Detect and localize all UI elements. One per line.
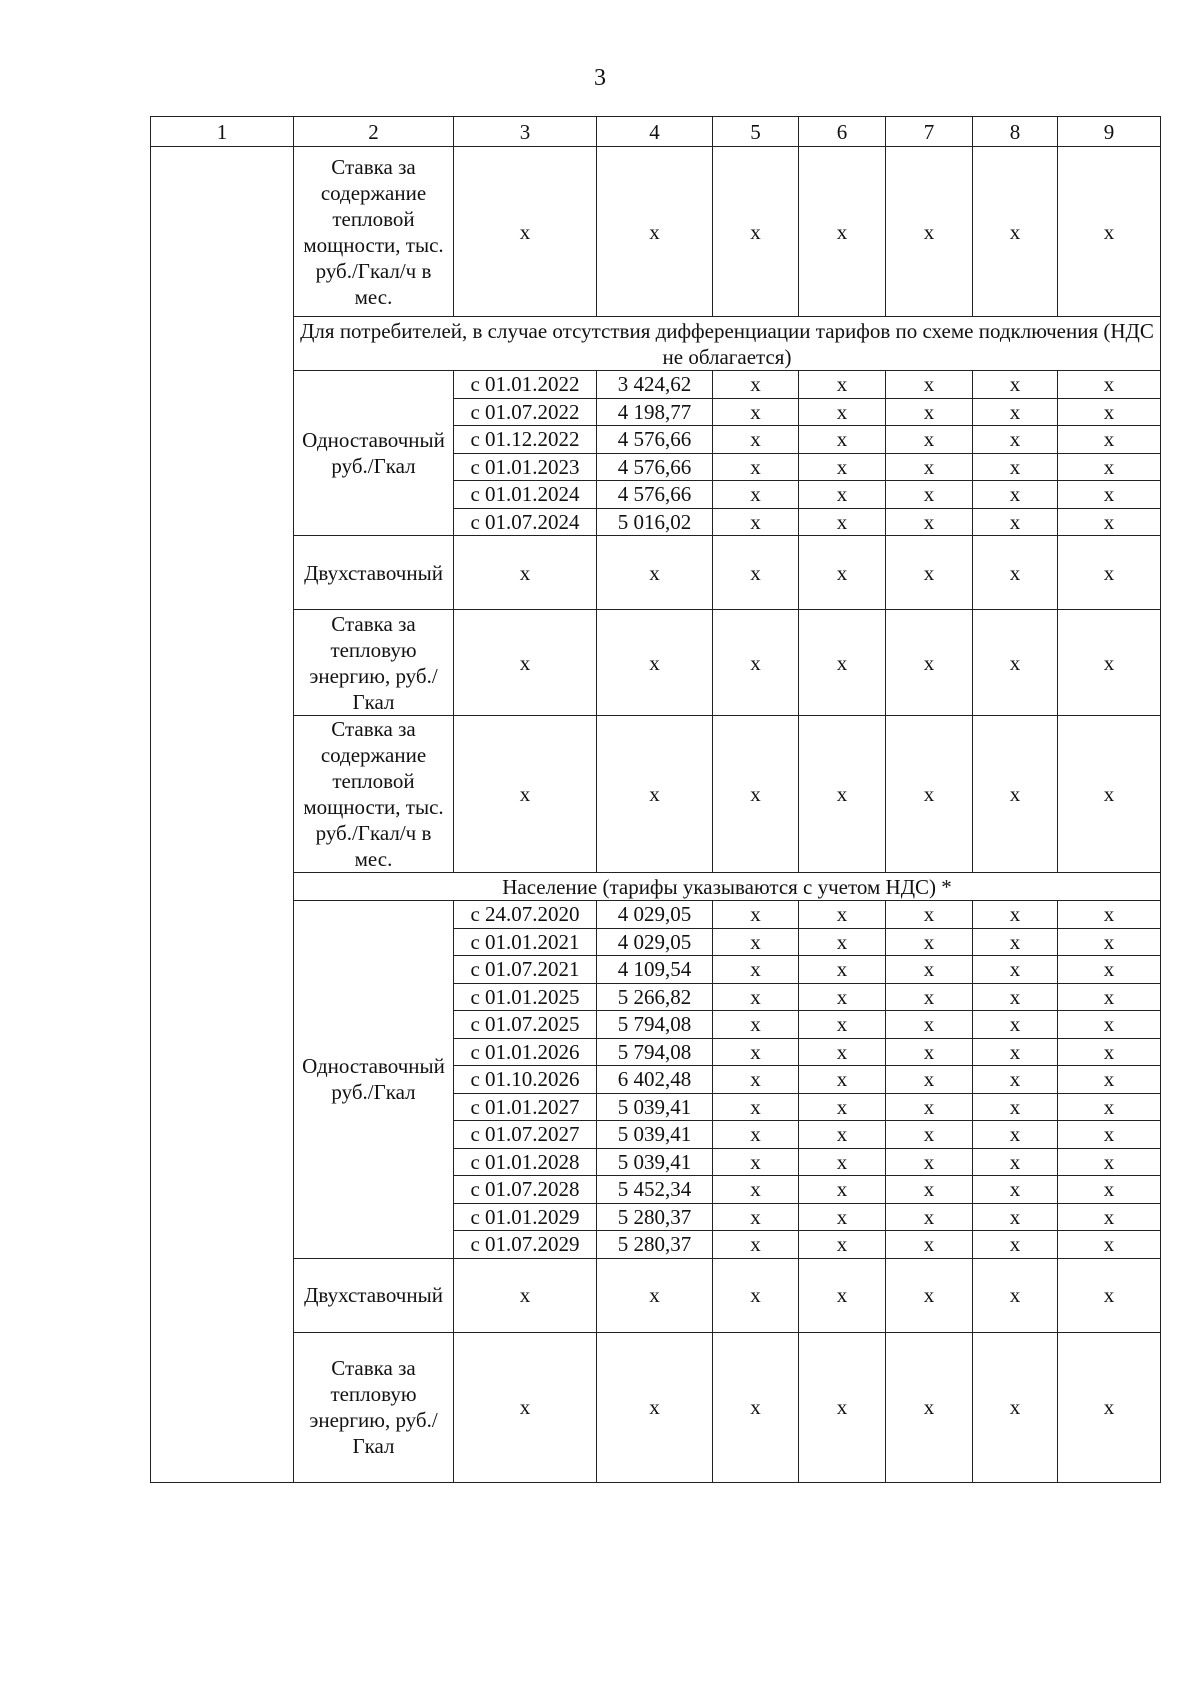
x-cell: х	[713, 508, 799, 536]
header-cell-6: 6	[799, 117, 886, 147]
x-cell: х	[713, 536, 799, 610]
x-cell: х	[799, 1066, 886, 1094]
x-cell: х	[973, 1258, 1058, 1332]
x-cell: х	[799, 901, 886, 929]
x-cell: х	[713, 1148, 799, 1176]
label-cell: Ставка за содержание тепловой мощности, тыс. руб./Гкал/ч в мес.	[294, 716, 454, 873]
date-cell: с 01.01.2021	[454, 928, 597, 956]
x-cell: х	[973, 1093, 1058, 1121]
date-cell: с 01.01.2022	[454, 371, 597, 399]
x-cell: х	[886, 398, 973, 426]
x-cell: х	[886, 928, 973, 956]
x-cell: х	[1058, 956, 1161, 984]
x-cell: х	[886, 983, 973, 1011]
x-cell: х	[713, 147, 799, 317]
label-cell: Одноставочный руб./Гкал	[294, 371, 454, 536]
x-cell: х	[886, 956, 973, 984]
x-cell: х	[973, 508, 1058, 536]
header-cell-9: 9	[1058, 117, 1161, 147]
date-cell: с 01.10.2026	[454, 1066, 597, 1094]
value-cell: 5 039,41	[597, 1093, 713, 1121]
x-cell: х	[1058, 928, 1161, 956]
x-cell: х	[1058, 1011, 1161, 1039]
value-cell: 4 029,05	[597, 928, 713, 956]
x-cell: х	[713, 426, 799, 454]
x-cell: х	[799, 1121, 886, 1149]
date-cell: с 01.07.2028	[454, 1176, 597, 1204]
x-cell: х	[886, 1176, 973, 1204]
table-row	[151, 317, 1161, 371]
x-cell: х	[597, 1258, 713, 1332]
x-cell: х	[713, 1038, 799, 1066]
x-cell: х	[1058, 983, 1161, 1011]
x-cell: х	[1058, 1121, 1161, 1149]
date-cell: с 01.01.2023	[454, 453, 597, 481]
x-cell: х	[973, 536, 1058, 610]
table-row	[151, 536, 1161, 610]
x-cell: х	[799, 1093, 886, 1121]
x-cell: х	[886, 481, 973, 509]
x-cell: х	[1058, 1176, 1161, 1204]
x-cell: х	[799, 1332, 886, 1482]
x-cell: х	[973, 481, 1058, 509]
table-row	[151, 147, 1161, 317]
x-cell: х	[799, 1176, 886, 1204]
date-cell: с 01.01.2028	[454, 1148, 597, 1176]
value-cell: 5 280,37	[597, 1203, 713, 1231]
x-cell: х	[713, 928, 799, 956]
x-cell: х	[973, 1231, 1058, 1259]
section-title: Население (тарифы указываются с учетом НДС) *	[294, 873, 1161, 901]
x-cell: х	[886, 1066, 973, 1094]
table-row	[151, 117, 1161, 147]
x-cell: х	[713, 398, 799, 426]
x-cell: х	[886, 426, 973, 454]
x-cell: х	[886, 1121, 973, 1149]
x-cell: х	[973, 453, 1058, 481]
x-cell: х	[713, 1332, 799, 1482]
x-cell: х	[799, 1231, 886, 1259]
date-cell: с 01.07.2029	[454, 1231, 597, 1259]
x-cell: х	[1058, 398, 1161, 426]
label-cell: Двухставочный	[294, 536, 454, 610]
x-cell: х	[973, 956, 1058, 984]
x-cell: х	[1058, 1203, 1161, 1231]
x-cell: х	[799, 1148, 886, 1176]
x-cell: х	[1058, 508, 1161, 536]
x-cell: х	[1058, 1258, 1161, 1332]
table-row	[151, 901, 1161, 929]
date-cell: с 01.01.2025	[454, 983, 597, 1011]
x-cell: х	[454, 716, 597, 873]
x-cell: х	[713, 1066, 799, 1094]
section-title: Для потребителей, в случае отсутствия дифференциации тарифов по схеме подключения (НДС не облагается)	[294, 317, 1161, 371]
x-cell: х	[799, 1258, 886, 1332]
x-cell: х	[973, 928, 1058, 956]
table-row	[151, 716, 1161, 873]
date-cell: с 01.07.2022	[454, 398, 597, 426]
x-cell: х	[799, 928, 886, 956]
x-cell: х	[597, 1332, 713, 1482]
x-cell: х	[799, 1038, 886, 1066]
x-cell: х	[886, 1332, 973, 1482]
header-cell-4: 4	[597, 117, 713, 147]
date-cell: с 01.01.2029	[454, 1203, 597, 1231]
x-cell: х	[973, 1176, 1058, 1204]
value-cell: 5 039,41	[597, 1121, 713, 1149]
x-cell: х	[799, 481, 886, 509]
label-cell: Одноставочный руб./Гкал	[294, 901, 454, 1259]
date-cell: с 01.01.2024	[454, 481, 597, 509]
table-row	[151, 371, 1161, 399]
header-cell-2: 2	[294, 117, 454, 147]
value-cell: 5 039,41	[597, 1148, 713, 1176]
x-cell: х	[886, 1203, 973, 1231]
x-cell: х	[973, 1038, 1058, 1066]
x-cell: х	[973, 1121, 1058, 1149]
label-cell: Двухставочный	[294, 1258, 454, 1332]
x-cell: х	[454, 1332, 597, 1482]
x-cell: х	[886, 1148, 973, 1176]
x-cell: х	[973, 1332, 1058, 1482]
header-cell-5: 5	[713, 117, 799, 147]
x-cell: х	[597, 147, 713, 317]
x-cell: х	[713, 983, 799, 1011]
x-cell: х	[799, 147, 886, 317]
x-cell: х	[713, 956, 799, 984]
x-cell: х	[799, 956, 886, 984]
x-cell: х	[713, 371, 799, 399]
value-cell: 4 029,05	[597, 901, 713, 929]
x-cell: х	[799, 610, 886, 716]
x-cell: х	[886, 1011, 973, 1039]
page-number: 3	[594, 65, 606, 91]
x-cell: х	[713, 1176, 799, 1204]
value-cell: 5 452,34	[597, 1176, 713, 1204]
x-cell: х	[973, 1148, 1058, 1176]
x-cell: х	[886, 1258, 973, 1332]
x-cell: х	[886, 536, 973, 610]
x-cell: х	[713, 716, 799, 873]
value-cell: 5 794,08	[597, 1011, 713, 1039]
x-cell: х	[886, 901, 973, 929]
value-cell: 5 016,02	[597, 508, 713, 536]
x-cell: х	[454, 147, 597, 317]
x-cell: х	[886, 1231, 973, 1259]
x-cell: х	[973, 398, 1058, 426]
x-cell: х	[799, 716, 886, 873]
date-cell: с 01.12.2022	[454, 426, 597, 454]
x-cell: х	[1058, 1148, 1161, 1176]
date-cell: с 01.01.2027	[454, 1093, 597, 1121]
x-cell: х	[973, 371, 1058, 399]
x-cell: х	[713, 1011, 799, 1039]
x-cell: х	[886, 1093, 973, 1121]
x-cell: х	[713, 1121, 799, 1149]
date-cell: с 01.01.2026	[454, 1038, 597, 1066]
x-cell: х	[799, 1203, 886, 1231]
x-cell: х	[713, 610, 799, 716]
label-cell: Ставка за тепловую энергию, руб./Гкал	[294, 610, 454, 716]
date-cell: с 24.07.2020	[454, 901, 597, 929]
x-cell: х	[713, 481, 799, 509]
label-cell: Ставка за тепловую энергию, руб./Гкал	[294, 1332, 454, 1482]
value-cell: 5 794,08	[597, 1038, 713, 1066]
x-cell: х	[597, 716, 713, 873]
tariff-table	[150, 116, 1161, 1483]
value-cell: 3 424,62	[597, 371, 713, 399]
value-cell: 4 576,66	[597, 426, 713, 454]
value-cell: 5 280,37	[597, 1231, 713, 1259]
x-cell: х	[886, 716, 973, 873]
x-cell: х	[886, 508, 973, 536]
x-cell: х	[597, 536, 713, 610]
x-cell: х	[1058, 426, 1161, 454]
x-cell: х	[973, 426, 1058, 454]
x-cell: х	[799, 1011, 886, 1039]
x-cell: х	[799, 426, 886, 454]
x-cell: х	[1058, 147, 1161, 317]
x-cell: х	[973, 610, 1058, 716]
value-cell: 4 576,66	[597, 481, 713, 509]
x-cell: х	[713, 1203, 799, 1231]
x-cell: х	[1058, 1066, 1161, 1094]
x-cell: х	[1058, 536, 1161, 610]
x-cell: х	[886, 147, 973, 317]
value-cell: 5 266,82	[597, 983, 713, 1011]
table-row	[151, 1332, 1161, 1482]
x-cell: х	[1058, 371, 1161, 399]
x-cell: х	[597, 610, 713, 716]
header-cell-3: 3	[454, 117, 597, 147]
x-cell: х	[799, 508, 886, 536]
x-cell: х	[1058, 610, 1161, 716]
x-cell: х	[454, 1258, 597, 1332]
header-cell-7: 7	[886, 117, 973, 147]
value-cell: 4 576,66	[597, 453, 713, 481]
x-cell: х	[713, 1093, 799, 1121]
x-cell: х	[713, 1231, 799, 1259]
x-cell: х	[799, 398, 886, 426]
x-cell: х	[799, 453, 886, 481]
x-cell: х	[454, 536, 597, 610]
x-cell: х	[886, 371, 973, 399]
x-cell: х	[1058, 1038, 1161, 1066]
column-1-cell	[151, 147, 294, 1483]
x-cell: х	[886, 1038, 973, 1066]
x-cell: х	[1058, 453, 1161, 481]
label-cell: Ставка за содержание тепловой мощности, тыс. руб./Гкал/ч в мес.	[294, 147, 454, 317]
x-cell: х	[454, 610, 597, 716]
x-cell: х	[713, 901, 799, 929]
x-cell: х	[1058, 1231, 1161, 1259]
x-cell: х	[1058, 1093, 1161, 1121]
x-cell: х	[973, 1203, 1058, 1231]
x-cell: х	[886, 453, 973, 481]
x-cell: х	[973, 147, 1058, 317]
header-cell-1: 1	[151, 117, 294, 147]
x-cell: х	[713, 453, 799, 481]
x-cell: х	[799, 536, 886, 610]
table-row	[151, 610, 1161, 716]
x-cell: х	[973, 716, 1058, 873]
header-cell-8: 8	[973, 117, 1058, 147]
table-row	[151, 873, 1161, 901]
x-cell: х	[1058, 716, 1161, 873]
date-cell: с 01.07.2024	[454, 508, 597, 536]
x-cell: х	[1058, 1332, 1161, 1482]
value-cell: 6 402,48	[597, 1066, 713, 1094]
table-row	[151, 1258, 1161, 1332]
x-cell: х	[799, 371, 886, 399]
value-cell: 4 109,54	[597, 956, 713, 984]
x-cell: х	[886, 610, 973, 716]
x-cell: х	[973, 983, 1058, 1011]
x-cell: х	[973, 1066, 1058, 1094]
x-cell: х	[973, 901, 1058, 929]
x-cell: х	[799, 983, 886, 1011]
x-cell: х	[973, 1011, 1058, 1039]
date-cell: с 01.07.2027	[454, 1121, 597, 1149]
x-cell: х	[1058, 481, 1161, 509]
x-cell: х	[713, 1258, 799, 1332]
x-cell: х	[1058, 901, 1161, 929]
date-cell: с 01.07.2021	[454, 956, 597, 984]
date-cell: с 01.07.2025	[454, 1011, 597, 1039]
value-cell: 4 198,77	[597, 398, 713, 426]
